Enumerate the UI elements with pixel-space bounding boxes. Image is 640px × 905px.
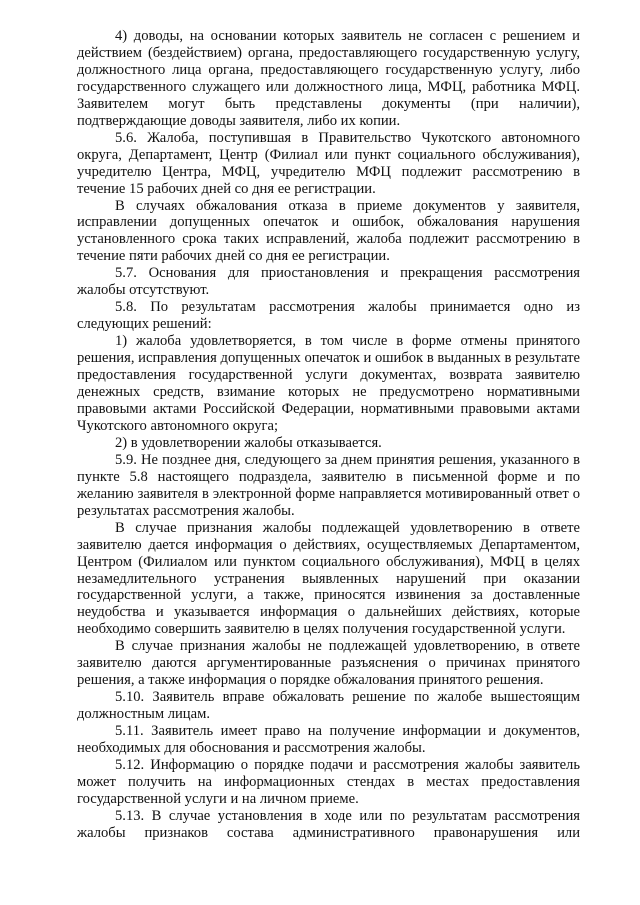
- paragraph: 4) доводы, на основании которых заявитель не согласен с решением и действием (бездействием) органа, предоставляющего государственную услугу, должностного лица органа, предоставляющего государственную услугу, либо государственного служащего или должностного лица, МФЦ, работника МФЦ. Заявителем могут быть представлены документы (при наличии), подтверждающие доводы заявителя, либо их копии.: [77, 28, 580, 129]
- paragraph: 5.13. В случае установления в ходе или по результатам рассмотрения жалобы признаков состава административного правонарушения или: [77, 807, 580, 841]
- paragraph: 1) жалоба удовлетворяется, в том числе в форме отмены принятого решения, исправления допущенных опечаток и ошибок в выданных в результате предоставления государственной услуги документах, возврата заявителю денежных средств, взимание которых не предусмотрено нормативными правовыми актами Российской Федерации, нормативными правовыми актами Чукотского автономного округа;: [77, 333, 580, 434]
- paragraph: В случае признания жалобы не подлежащей удовлетворению, в ответе заявителю даются аргументированные разъяснения о причинах принятого решения, а также информация о порядке обжалования принятого решения.: [77, 638, 580, 689]
- paragraph: 5.12. Информацию о порядке подачи и рассмотрения жалобы заявитель может получить на информационных стендах в местах предоставления государственной услуги и на личном приеме.: [77, 756, 580, 807]
- paragraph: 5.7. Основания для приостановления и прекращения рассмотрения жалобы отсутствуют.: [77, 265, 580, 299]
- paragraph: 2) в удовлетворении жалобы отказывается.: [115, 434, 382, 451]
- paragraph: 5.10. Заявитель вправе обжаловать решение по жалобе вышестоящим должностным лицам.: [77, 689, 580, 723]
- paragraph: В случае признания жалобы подлежащей удовлетворению в ответе заявителю дается информация о действиях, осуществляемых Департаментом, Центром (Филиалом или пунктом социального обслуживания), МФЦ в целях незамедлительного устранения выявленных нарушений при оказании государственной услуги, а также, приносятся извинения за доставленные неудобства и указывается информация о дальнейших действиях, которые необходимо совершить заявителю в целях получения государственной услуги.: [77, 519, 580, 638]
- paragraph: 5.8. По результатам рассмотрения жалобы принимается одно из следующих решений:: [77, 299, 580, 333]
- paragraph: 5.6. Жалоба, поступившая в Правительство Чукотского автономного округа, Департамент, Центр (Филиал или пункт социального обслуживания), учредителю Центра, МФЦ, учредителю МФЦ подлежит рассмотрению в течение 15 рабочих дней со дня ее регистрации.: [77, 129, 580, 197]
- paragraph: 5.11. Заявитель имеет право на получение информации и документов, необходимых для обоснования и рассмотрения жалобы.: [77, 723, 580, 757]
- paragraph: 5.9. Не позднее дня, следующего за днем принятия решения, указанного в пункте 5.8 настоящего подраздела, заявителю в письменной форме и по желанию заявителя в электронной форме направляется мотивированный ответ о результатах рассмотрения жалобы.: [77, 451, 580, 519]
- paragraph: В случаях обжалования отказа в приеме документов у заявителя, исправлении допущенных опечаток и ошибок, обжалования нарушения установленного срока таких исправлений, жалоба подлежит рассмотрению в течение пяти рабочих дней со дня ее регистрации.: [77, 197, 580, 265]
